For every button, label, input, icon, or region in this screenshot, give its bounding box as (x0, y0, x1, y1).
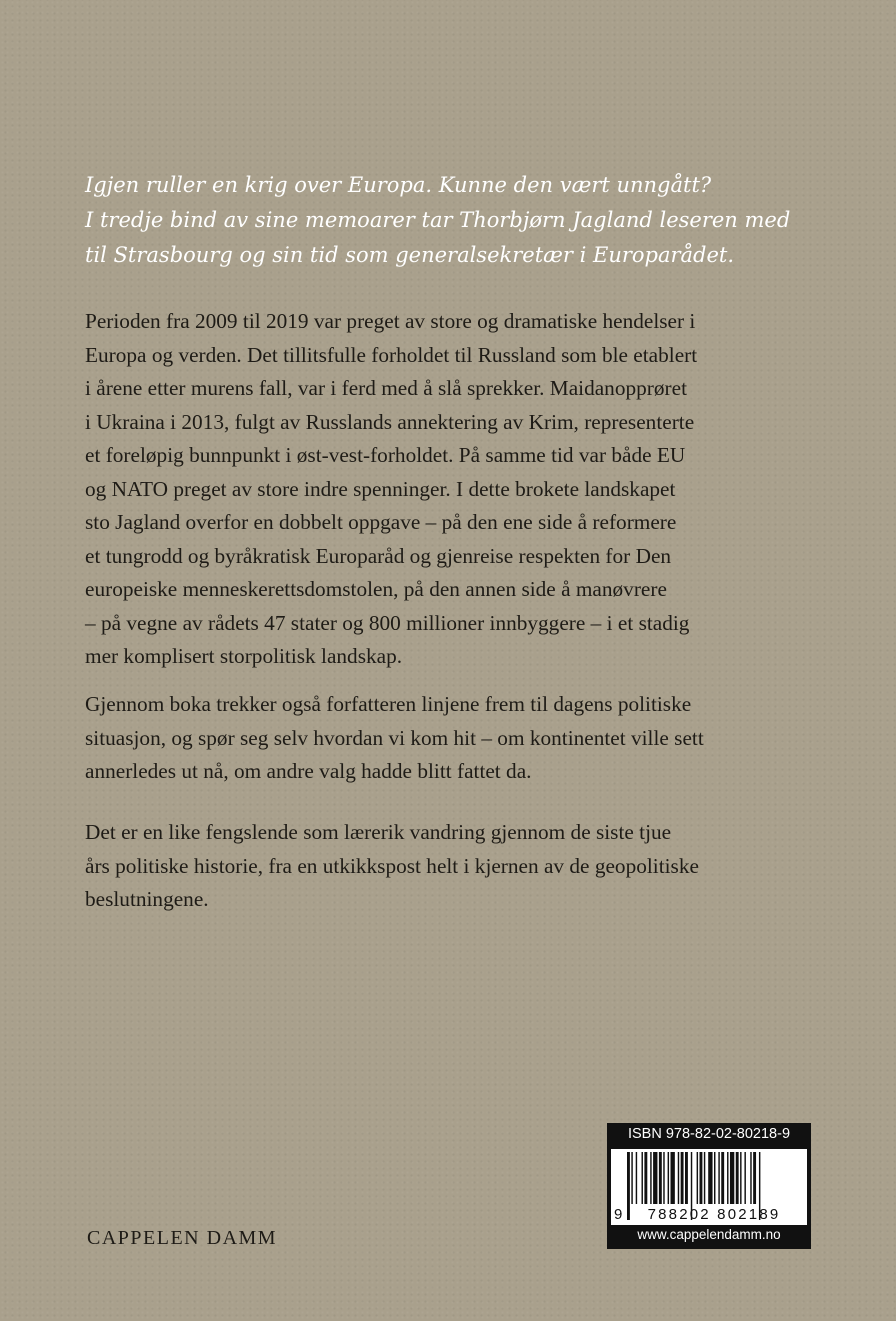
barcode-bar (663, 1152, 664, 1204)
text-line: et foreløpig bunnpunkt i øst-vest-forholdet. På samme tid var både EU (85, 443, 686, 467)
text-line: sto Jagland overfor en dobbelt oppgave – på den ene side å reformere (85, 510, 677, 534)
body-paragraph-1 (85, 305, 825, 674)
barcode-digit-lead: 9 (614, 1206, 623, 1223)
text-line: og NATO preget av store indre spenninger. I dette brokete landskapet (85, 476, 676, 501)
barcode-bar (653, 1152, 657, 1204)
barcode-area (611, 1149, 807, 1225)
text-line: europeiske menneskerettsdomstolen, på den annen side å manøvrere (85, 577, 667, 601)
barcode-bar (650, 1152, 651, 1204)
barcode-bar (668, 1152, 669, 1204)
body-paragraph-3 (85, 816, 825, 917)
barcode-bar (659, 1152, 662, 1204)
barcode-bar (636, 1152, 637, 1204)
publisher-url: www.cappelendamm.no (637, 1227, 781, 1242)
barcode-bar (678, 1152, 679, 1204)
barcode-bar (753, 1152, 756, 1204)
text-line: Europa og verden. Det tillitsfulle forholdet til Russland som ble etablert (85, 342, 698, 367)
body-paragraph-2 (85, 688, 825, 789)
barcode-bar (736, 1152, 739, 1204)
publisher-logo: CAPPELEN DAMM (87, 1227, 278, 1249)
text-line: Gjennom boka trekker også forfatteren linjene frem til dagens politiske (85, 692, 692, 716)
text-line: beslutningene. (85, 887, 209, 911)
text-line: situasjon, og spør seg selv hvordan vi kom hit – om kontinentet ville sett (85, 725, 704, 750)
barcode-bar (642, 1152, 643, 1204)
barcode-digit-rest: 788202 802189 (647, 1206, 781, 1223)
barcode-bar (714, 1152, 715, 1204)
intro-line: Igjen ruller en krig over Europa. Kunne den vært unngått? (85, 173, 712, 197)
text-line: års politiske historie, fra en utkikkspost helt i kjernen av de geopolitiske (85, 853, 699, 878)
barcode-bar (708, 1152, 712, 1204)
barcode-bar (740, 1152, 741, 1204)
text-line: Det er en like fengslende som lærerik vandring gjennom de siste tjue (85, 820, 672, 844)
text-line: mer komplisert storpolitisk landskap. (85, 644, 403, 668)
text-line: et tungrodd og byråkratisk Europaråd og gjenreise respekten for Den (85, 543, 672, 568)
barcode-bar (721, 1152, 724, 1204)
barcode-bar (744, 1152, 745, 1204)
barcode-bar (704, 1152, 705, 1204)
intro-line: I tredje bind av sine memoarer tar Thorbjørn Jagland leseren med (85, 208, 791, 232)
barcode-bar (730, 1152, 734, 1204)
isbn-barcode-panel (607, 1123, 811, 1249)
text-line: – på vegne av rådets 47 stater og 800 millioner innbyggere – i et stadig (85, 610, 690, 635)
barcode-bar (644, 1152, 647, 1204)
intro-blurb (85, 168, 825, 273)
barcode-bar (718, 1152, 719, 1204)
barcode-bar (697, 1152, 698, 1204)
text-line: annerledes ut nå, om andre valg hadde blitt fattet da. (85, 759, 532, 783)
text-line: i årene etter murens fall, var i ferd med å slå sprekker. Maidanopprøret (85, 376, 687, 400)
text-line: i Ukraina i 2013, fulgt av Russlands annektering av Krim, representerte (85, 409, 695, 434)
barcode-bar (750, 1152, 751, 1204)
barcode-bar (631, 1152, 632, 1204)
barcode-bar (700, 1152, 703, 1204)
barcode-bar (727, 1152, 728, 1204)
barcode-bar (681, 1152, 684, 1204)
isbn-label: ISBN 978-82-02-80218-9 (627, 1126, 791, 1142)
intro-line: til Strasbourg og sin tid som generalsekretær i Europarådet. (85, 243, 735, 267)
barcode-bar (685, 1152, 688, 1204)
barcode-bar (671, 1152, 675, 1204)
text-line: Perioden fra 2009 til 2019 var preget av store og dramatiske hendelser i (85, 309, 696, 333)
